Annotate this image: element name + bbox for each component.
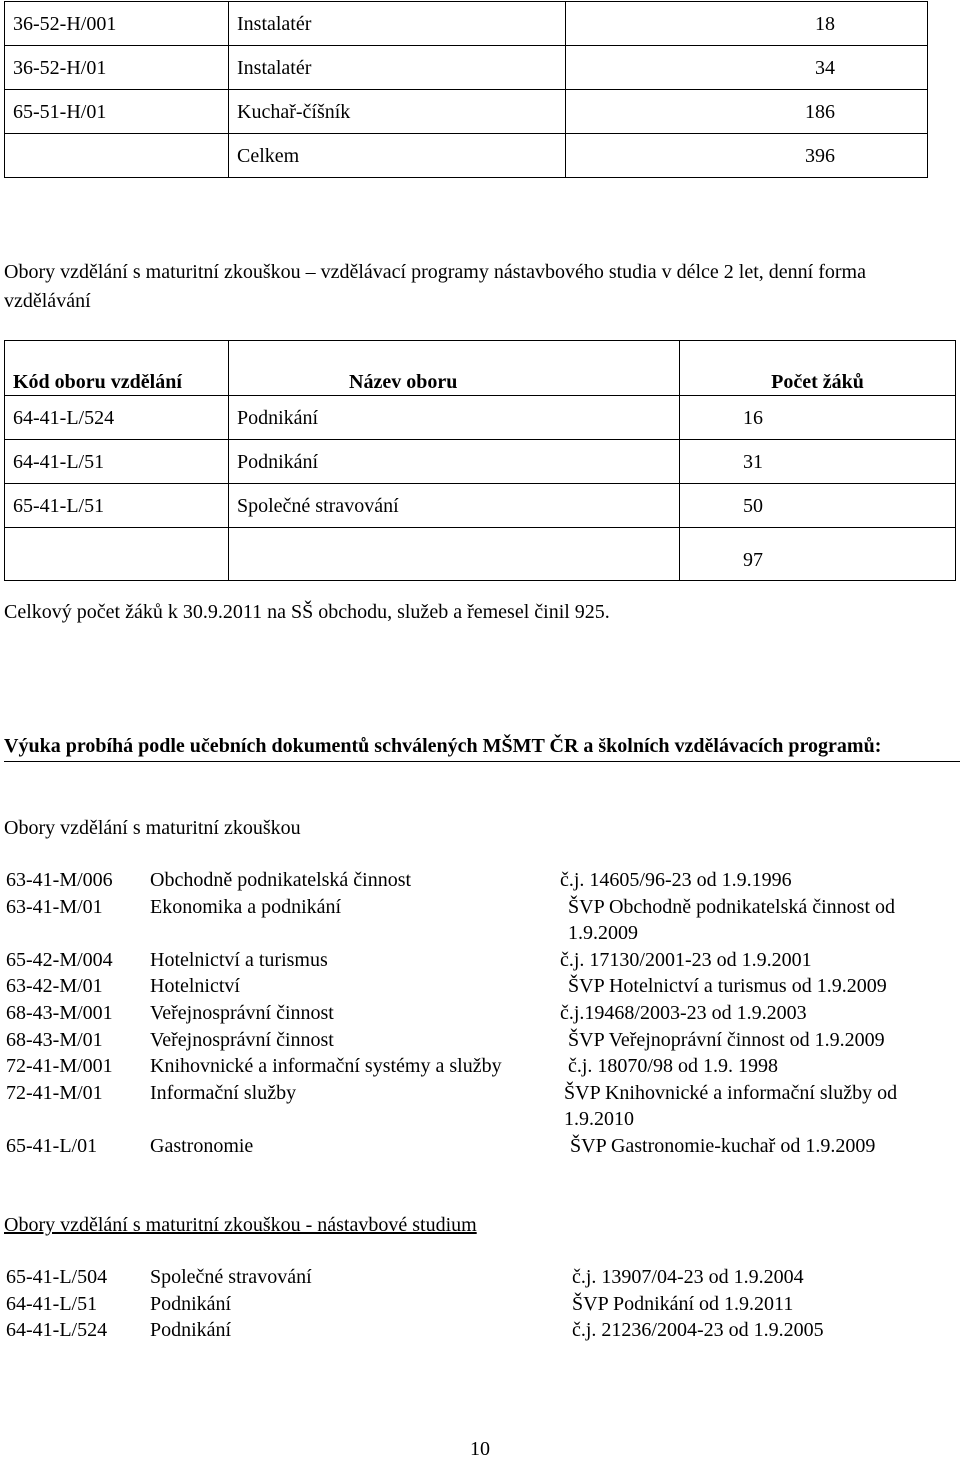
list-item <box>6 1291 956 1318</box>
field-code: 64-41-L/51 <box>6 1292 98 1315</box>
list-item <box>6 1027 956 1054</box>
table-row <box>5 2 928 46</box>
field-document: č.j. 18070/98 od 1.9. 1998 <box>568 1055 778 1078</box>
field-code: 64-41-L/524 <box>6 1319 108 1342</box>
table-cell-code: 64-41-L/524 <box>5 396 229 440</box>
table-cell-code: 36-52-H/001 <box>5 2 229 46</box>
table-header-row <box>5 341 956 396</box>
field-name: Podnikání <box>150 1319 232 1342</box>
field-code: 65-42-M/004 <box>6 948 113 971</box>
total-students-sentence: Celkový počet žáků k 30.9.2011 na SŠ obchodu, služeb a řemesel činil 925. <box>4 601 610 623</box>
list-item <box>6 973 956 1000</box>
table-cell-name: Podnikání <box>229 396 680 440</box>
field-name: Veřejnosprávní činnost <box>150 1001 334 1024</box>
table-row-total <box>5 528 956 581</box>
list-item <box>6 1264 956 1291</box>
field-code: 68-43-M/001 <box>6 1001 113 1024</box>
field-code: 63-41-M/006 <box>6 869 113 891</box>
list-item <box>6 1053 956 1080</box>
field-code: 63-42-M/01 <box>6 975 103 998</box>
field-name: Gastronomie <box>150 1134 254 1157</box>
list-item <box>6 1317 956 1344</box>
table-cell-name: Podnikání <box>229 440 680 484</box>
table-cell-count: 396 <box>566 134 928 178</box>
page-number: 10 <box>470 1438 490 1460</box>
field-name: Knihovnické a informační systémy a služby <box>150 1055 502 1078</box>
field-name: Ekonomika a podnikání <box>150 895 342 918</box>
table-cell-name: Společné stravování <box>229 484 680 528</box>
apprentice-fields-table <box>4 1 928 178</box>
table-cell-name <box>229 528 680 581</box>
field-document: ŠVP Podnikání od 1.9.2011 <box>572 1292 794 1315</box>
field-document: ŠVP Veřejnoprávní činnost od 1.9.2009 <box>568 1028 885 1051</box>
table-cell-name: Instalatér <box>229 2 566 46</box>
table-cell-count: 34 <box>566 46 928 90</box>
list-item <box>6 894 956 947</box>
table-row <box>5 396 956 440</box>
table-cell-code: 65-41-L/51 <box>5 484 229 528</box>
field-document: č.j. 14605/96-23 od 1.9.1996 <box>560 869 792 891</box>
table-cell-code: 36-52-H/01 <box>5 46 229 90</box>
curriculum-heading: Výuka probíhá podle učebních dokumentů schválených MŠMT ČR a školních vzdělávacích programů: <box>4 733 960 762</box>
table-cell-count: 18 <box>566 2 928 46</box>
field-code: 68-43-M/01 <box>6 1028 103 1051</box>
table-cell-name: Instalatér <box>229 46 566 90</box>
table-row <box>5 440 956 484</box>
field-document: ŠVP Obchodně podnikatelská činnost od 1.9.2009 <box>568 895 896 945</box>
table-cell-count: 16 <box>680 396 956 440</box>
field-code: 72-41-M/001 <box>6 1055 113 1078</box>
field-name: Společné stravování <box>150 1266 312 1288</box>
table-cell-count: 97 <box>680 528 956 581</box>
field-code: 65-41-L/01 <box>6 1134 98 1157</box>
table-cell-name: Kuchař-číšník <box>229 90 566 134</box>
list-item <box>6 1000 956 1027</box>
section-title-nastavbove: Obory vzdělání s maturitní zkouškou - nástavbové studium <box>4 1214 477 1236</box>
section-title-maturita: Obory vzdělání s maturitní zkouškou <box>4 817 301 839</box>
table-cell-count: 50 <box>680 484 956 528</box>
field-document: ŠVP Gastronomie-kuchař od 1.9.2009 <box>570 1134 876 1157</box>
field-name: Obchodně podnikatelská činnost <box>150 869 412 891</box>
field-document: č.j.19468/2003-23 od 1.9.2003 <box>560 1001 807 1024</box>
table-row <box>5 484 956 528</box>
field-document: č.j. 13907/04-23 od 1.9.2004 <box>572 1266 804 1288</box>
field-name: Hotelnictví <box>150 975 240 998</box>
field-document: č.j. 21236/2004-23 od 1.9.2005 <box>572 1319 824 1342</box>
list-item <box>6 947 956 974</box>
table-cell-name: Celkem <box>229 134 566 178</box>
field-document: ŠVP Knihovnické a informační služby od 1.9.2010 <box>564 1081 898 1131</box>
field-name: Podnikání <box>150 1292 232 1315</box>
list-item <box>6 867 956 894</box>
table-cell-code <box>5 528 229 581</box>
header-cell-code: Kód oboru vzdělání <box>5 341 229 396</box>
nastavbove-intro-paragraph: Obory vzdělání s maturitní zkouškou – vzdělávací programy nástavbového studia v délce 2 let, denní forma vzdělávání <box>4 261 866 312</box>
nastavbove-fields-table <box>4 340 956 581</box>
table-cell-count: 31 <box>680 440 956 484</box>
table-row <box>5 90 928 134</box>
maturita-fields-list <box>6 867 956 1160</box>
table-cell-code: 64-41-L/51 <box>5 440 229 484</box>
table-row-total <box>5 134 928 178</box>
field-document: č.j. 17130/2001-23 od 1.9.2001 <box>560 948 812 971</box>
field-name: Veřejnosprávní činnost <box>150 1028 334 1051</box>
table-cell-count: 186 <box>566 90 928 134</box>
field-name: Hotelnictví a turismus <box>150 948 328 971</box>
field-code: 72-41-M/01 <box>6 1081 103 1104</box>
nastavbove-fields-list <box>6 1264 956 1344</box>
header-cell-name: Název oboru <box>229 341 680 396</box>
field-name: Informační služby <box>150 1081 297 1104</box>
list-item <box>6 1080 956 1133</box>
list-item <box>6 1133 956 1160</box>
table-row <box>5 46 928 90</box>
table-cell-code <box>5 134 229 178</box>
field-code: 65-41-L/504 <box>6 1266 108 1288</box>
field-code: 63-41-M/01 <box>6 895 103 918</box>
field-document: ŠVP Hotelnictví a turismus od 1.9.2009 <box>568 975 887 998</box>
table-cell-code: 65-51-H/01 <box>5 90 229 134</box>
header-cell-count: Počet žáků <box>680 341 956 396</box>
